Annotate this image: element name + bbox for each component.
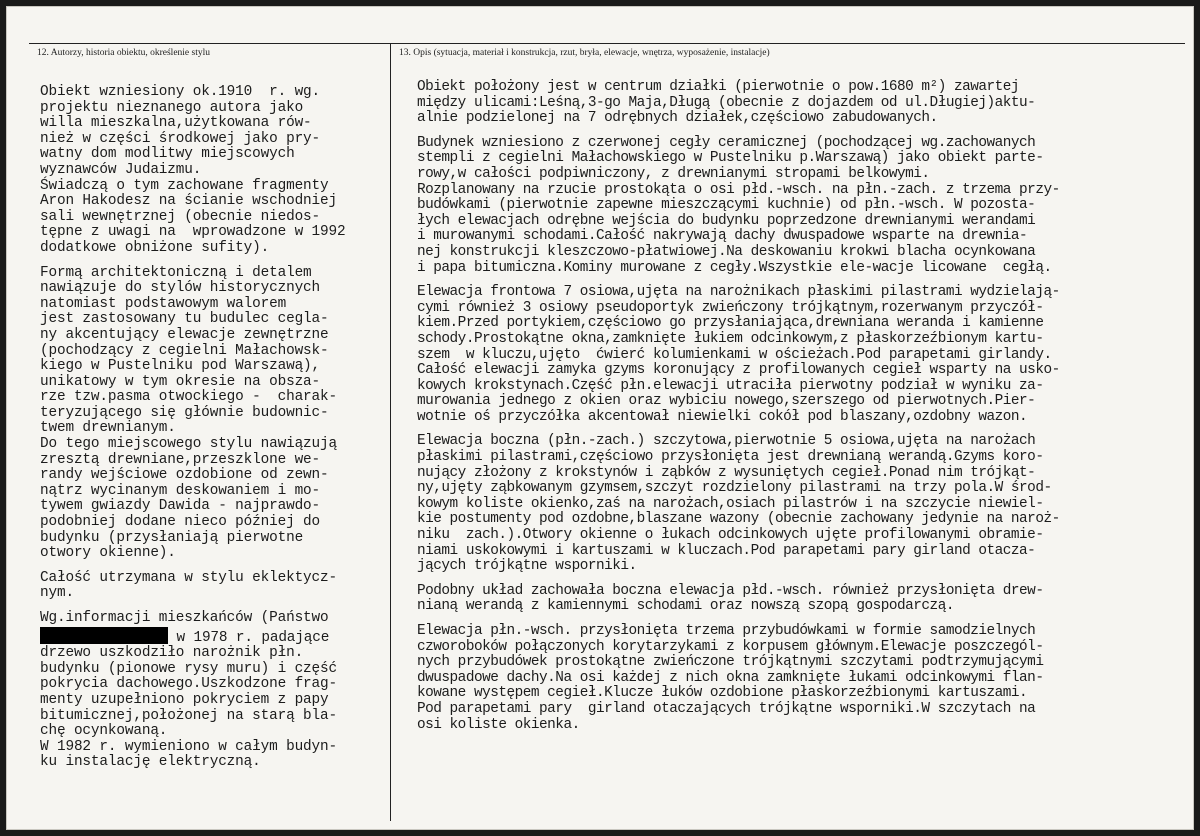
text-line (40, 375, 388, 391)
history-text-column (40, 85, 388, 780)
line-text: ku instalację elektryczną. (40, 754, 261, 771)
line-text: budynku (przysłaniają pierwotne (40, 529, 304, 546)
line-text: niku zach.).Otwory okienne o łukach odcinkowych ujęte profilowanymi obramie- (417, 527, 1044, 544)
line-text: Pod parapetami pary girland otaczających trójkątne wsporniki.W szczytach na (417, 700, 1036, 717)
line-text: Do tego miejscowego stylu nawiązują (40, 436, 338, 453)
line-text: Całość elewacji zamyka gzyms koronujący z profilowanych cegieł wsparty na usko- (417, 362, 1060, 379)
line-text: kiego w Pustelniku pod Warszawą), (40, 358, 321, 375)
paragraph (40, 266, 388, 562)
text-line (417, 136, 1192, 152)
line-text: nych przybudówek prostokątne zwieńczone trójkątnymi szczytami podtrzymującymi (417, 654, 1044, 671)
text-line (40, 515, 388, 531)
paragraph (417, 285, 1192, 425)
text-line (417, 624, 1192, 640)
column-divider (390, 43, 391, 821)
paragraph (40, 611, 388, 771)
paragraph (417, 584, 1192, 615)
line-text: ny akcentujący elewacje zewnętrzne (40, 326, 329, 343)
line-text: randy wejściowe ozdobione od zewn- (40, 467, 329, 484)
text-line (40, 163, 388, 179)
text-line (40, 101, 388, 117)
line-text: nujący złożony z krokstynów i ząbków z wysuniętych cegieł.Ponad nim trójkąt- (417, 464, 1036, 481)
text-line (417, 640, 1192, 656)
line-text: Podobny układ zachowała boczna elewacja płd.-wsch. również przysłonięta drew- (417, 582, 1044, 599)
line-text: podobniej dodane nieco później do (40, 514, 321, 531)
text-line (417, 111, 1192, 127)
line-text: bitumicznej,położonej na starą bla- (40, 707, 338, 724)
text-line (417, 80, 1192, 96)
text-line (40, 359, 388, 375)
text-line (40, 677, 388, 693)
line-text: kowych krokstynach.Część płn.elewacji utraciła pierwotny podział w wyniku za- (417, 377, 1044, 394)
text-line (40, 421, 388, 437)
line-text: nianą werandą z kamiennymi schodami oraz nowszą szopą gospodarczą. (417, 598, 954, 615)
text-line (417, 167, 1192, 183)
text-line (417, 363, 1192, 379)
paragraph (40, 85, 388, 257)
line-text: tępne z uwagi na wprowadzone w 1992 (40, 224, 346, 241)
text-line (417, 348, 1192, 364)
text-line (417, 512, 1192, 528)
line-text: budówkami (pierwotnie zapewne mieszczącymi kuchnie) od płn.-wsch. W pozosta- (417, 197, 1036, 214)
line-text: Formą architektoniczną i detalem (40, 264, 312, 281)
line-text: rowy,w całości podpiwniczony, z drewnianymi stropami belkowymi. (417, 165, 930, 182)
text-line (417, 702, 1192, 718)
text-line (40, 693, 388, 709)
text-line (417, 497, 1192, 513)
redaction-bar (40, 627, 168, 644)
text-line (40, 468, 388, 484)
text-line (40, 147, 388, 163)
line-text: jest zastosowany tu budulec cegla- (40, 311, 329, 328)
line-text: stempli z cegielni Małachowskiego w Pustelniku p.Warszawą) jako obiekt parte- (417, 150, 1044, 167)
line-text: kie postumenty pod ozdobne,blaszane wazony (obecnie zachowany jedynie na naroż- (417, 511, 1060, 528)
line-text: (pochodzący z cegielni Małachowsk- (40, 342, 329, 359)
paragraph (417, 136, 1192, 276)
text-line (417, 559, 1192, 575)
text-line (40, 225, 388, 241)
line-text: murowania jednego z okien oraz wybiciu nowego,szerszego od pierwotnych.Pier- (417, 393, 1036, 410)
line-text: wotnie oś przyczółka akcentował niewielki cokół pod blaszany,ozdobny wazon. (417, 408, 1028, 425)
right-column-header: 13. Opis (sytuacja, materiał i konstrukcja, rzut, bryła, elewacje, wnętrza, wyposażenie, instalacje) (399, 48, 770, 58)
text-line (417, 285, 1192, 301)
text-line (417, 528, 1192, 544)
line-text: W 1982 r. wymieniono w całym budyn- (40, 738, 338, 755)
line-text: nej konstrukcji kleszczowo-płatwiowej.Na deskowaniu krokwi blacha ocynkowana (417, 243, 1036, 260)
text-line (417, 584, 1192, 600)
line-text: cymi również 3 osiowy pseudoportyk zwieńczony trójkątnym,rozerwanym przyczół- (417, 299, 1044, 316)
line-text: dwuspadowe dachy.Na osi każdej z nich okna zamknięte łukami odcinkowymi flan- (417, 669, 1044, 686)
text-line (40, 132, 388, 148)
text-line (40, 437, 388, 453)
text-line (417, 379, 1192, 395)
line-text: dodatkowe obniżone sufity). (40, 239, 270, 256)
text-line (40, 179, 388, 195)
line-text: Rozplanowany na rzucie prostokąta o osi płd.-wsch. na płn.-zach. z trzema przy- (417, 181, 1060, 198)
line-text: Elewacja płn.-wsch. przysłonięta trzema przybudówkami w formie samodzielnych (417, 623, 1036, 639)
text-line (40, 194, 388, 210)
text-line (40, 586, 388, 602)
text-line (417, 450, 1192, 466)
line-text: nież w części środkowej jako pry- (40, 130, 321, 147)
text-line (417, 316, 1192, 332)
line-text: rze tzw.pasma otwockiego - charak- (40, 389, 338, 406)
text-line (40, 241, 388, 257)
text-line (40, 709, 388, 725)
line-text: kowane występem cegieł.Klucze łuków ozdobione płaskorzeźbionymi kartuszami. (417, 685, 1028, 702)
line-text: płaskimi pilastrami,częściowo przysłonięta jest drewnianą werandą.Gzyms koro- (417, 449, 1044, 466)
text-line (417, 481, 1192, 497)
text-line (417, 214, 1192, 230)
text-line (40, 571, 388, 587)
text-line (40, 531, 388, 547)
line-text: sali wewnętrznej (obecnie niedos- (40, 208, 321, 225)
line-text: teryzującego się głównie budownic- (40, 404, 329, 421)
text-line (40, 390, 388, 406)
line-text: chę ocynkowaną. (40, 723, 168, 740)
line-text: ny,ujęty ząbkowanym gzymsem,szczyt rozdzielony pilastrami na trzy pola.W środ- (417, 480, 1052, 497)
text-line (40, 546, 388, 562)
line-text: Obiekt położony jest w centrum działki (pierwotnie o pow.1680 m²) zawartej (417, 79, 1020, 95)
text-line (417, 671, 1192, 687)
text-line (40, 328, 388, 344)
line-text: nym. (40, 585, 74, 602)
line-text: Budynek wzniesiono z czerwonej cegły ceramicznej (pochodzącej wg.zachowanych (417, 134, 1036, 151)
line-text: projektu nieznanego autora jako (40, 99, 304, 116)
line-text: osi koliste okienka. (417, 716, 580, 733)
text-line (417, 301, 1192, 317)
text-line (417, 96, 1192, 112)
line-text: nątrz wycinanym deskowaniem i mo- (40, 482, 321, 499)
line-text: zresztą drewniane,przeszklone we- (40, 451, 321, 468)
line-text: niami uskokowymi i kartuszami w kluczach.Pod parapetami pary girland otacza- (417, 542, 1036, 559)
text-line (417, 229, 1192, 245)
text-line (40, 116, 388, 132)
line-text: Wg.informacji mieszkańców (Państwo (40, 610, 329, 626)
text-line (40, 85, 388, 101)
line-text: Elewacja boczna (płn.-zach.) szczytowa,pierwotnie 5 osiowa,ujęta na narożach (417, 433, 1036, 450)
line-text: i murowanymi schodami.Całość nakrywają dachy dwuspadowe wsparte na drewnia- (417, 228, 1028, 245)
text-line (417, 434, 1192, 450)
line-text: unikatowy w tym okresie na obsza- (40, 373, 321, 390)
text-line (417, 261, 1192, 277)
paragraph (40, 571, 388, 602)
text-line (40, 662, 388, 678)
line-text: tywem gwiazdy Dawida - najprawdo- (40, 498, 321, 515)
document-page (6, 6, 1194, 830)
line-text: pokrycia dachowego.Uszkodzone frag- (40, 676, 338, 693)
line-text: Całość utrzymana w stylu eklektycz- (40, 569, 338, 586)
line-text: Elewacja frontowa 7 osiowa,ujęta na narożnikach płaskimi pilastrami wydzielają- (417, 284, 1060, 301)
text-line (417, 544, 1192, 560)
text-line (40, 281, 388, 297)
text-line (40, 344, 388, 360)
paragraph (417, 80, 1192, 127)
line-text: Aron Hakodesz na ścianie wschodniej (40, 193, 338, 210)
text-line (417, 332, 1192, 348)
left-column-header: 12. Autorzy, historia obiektu, określenie stylu (37, 48, 210, 58)
line-text: szem w kluczu,ujęto ćwierć kolumienkami w ościeżach.Pod parapetami girlandy. (417, 346, 1052, 363)
line-text: między ulicami:Leśną,3-go Maja,Długą (obecnie z dojazdem od ul.Długiej)aktu- (417, 94, 1036, 111)
line-text: nawiązuje do stylów historycznych (40, 280, 321, 297)
line-text: drzewo uszkodziło narożnik płn. (40, 645, 304, 662)
line-text: Świadczą o tym zachowane fragmenty (40, 177, 329, 194)
line-text: willa mieszkalna,użytkowana rów- (40, 115, 312, 132)
description-text-column (417, 80, 1192, 742)
line-text: łych elewacjach odrębne wejścia do budynku poprzedzone drewnianymi werandami (417, 212, 1036, 229)
line-text: natomiast podstawowym walorem (40, 295, 287, 312)
line-text: menty uzupełniono pokryciem z papy (40, 691, 329, 708)
line-text: w 1978 r. padające (168, 629, 330, 646)
line-text: wyznawców Judaizmu. (40, 161, 202, 178)
text-line (417, 394, 1192, 410)
text-line (417, 410, 1192, 426)
text-line (40, 453, 388, 469)
text-line (40, 484, 388, 500)
text-line (40, 646, 388, 662)
text-line (40, 755, 388, 771)
text-line (417, 686, 1192, 702)
line-text: kowym koliste okienko,zaś na narożach,osiach pilastrów i na szczycie niewiel- (417, 495, 1044, 512)
text-line (40, 266, 388, 282)
line-text: jących trójkątne wsporniki. (417, 558, 637, 575)
line-text: budynku (pionowe rysy muru) i część (40, 660, 338, 677)
text-line (417, 718, 1192, 734)
paragraph (417, 624, 1192, 733)
text-line (40, 740, 388, 756)
line-text: otwory okienne). (40, 545, 176, 562)
text-line (417, 245, 1192, 261)
line-text: schody.Prostokątne okna,zamknięte łukiem odcinkowym,z płaskorzeźbionym kartu- (417, 330, 1044, 347)
line-text: alnie podzielonej na 7 odrębnych działek,częściowo zabudowanych. (417, 110, 938, 127)
text-line (417, 151, 1192, 167)
line-text: czworoboków połączonych korytarzykami z korpusem głównym.Elewacje poszczegól- (417, 638, 1044, 655)
text-line (417, 466, 1192, 482)
text-line (417, 183, 1192, 199)
text-line (40, 724, 388, 740)
text-line (40, 627, 388, 647)
text-line (417, 198, 1192, 214)
text-line (417, 599, 1192, 615)
line-text: twem drewnianym. (40, 420, 176, 437)
line-text: watny dom modlitwy miejscowych (40, 146, 295, 163)
text-line (40, 499, 388, 515)
header-rule (29, 43, 1185, 44)
line-text: i papa bitumiczna.Kominy murowane z cegły.Wszystkie ele-wacje licowane cegłą. (417, 259, 1052, 276)
text-line (417, 655, 1192, 671)
text-line (40, 210, 388, 226)
line-text: Obiekt wzniesiony ok.1910 r. wg. (40, 84, 321, 100)
text-line (40, 312, 388, 328)
paragraph (417, 434, 1192, 574)
text-line (40, 611, 388, 627)
text-line (40, 406, 388, 422)
text-line (40, 297, 388, 313)
line-text: kiem.Przed portykiem,częściowo go przysłaniająca,drewniana weranda i kamienne (417, 315, 1044, 332)
